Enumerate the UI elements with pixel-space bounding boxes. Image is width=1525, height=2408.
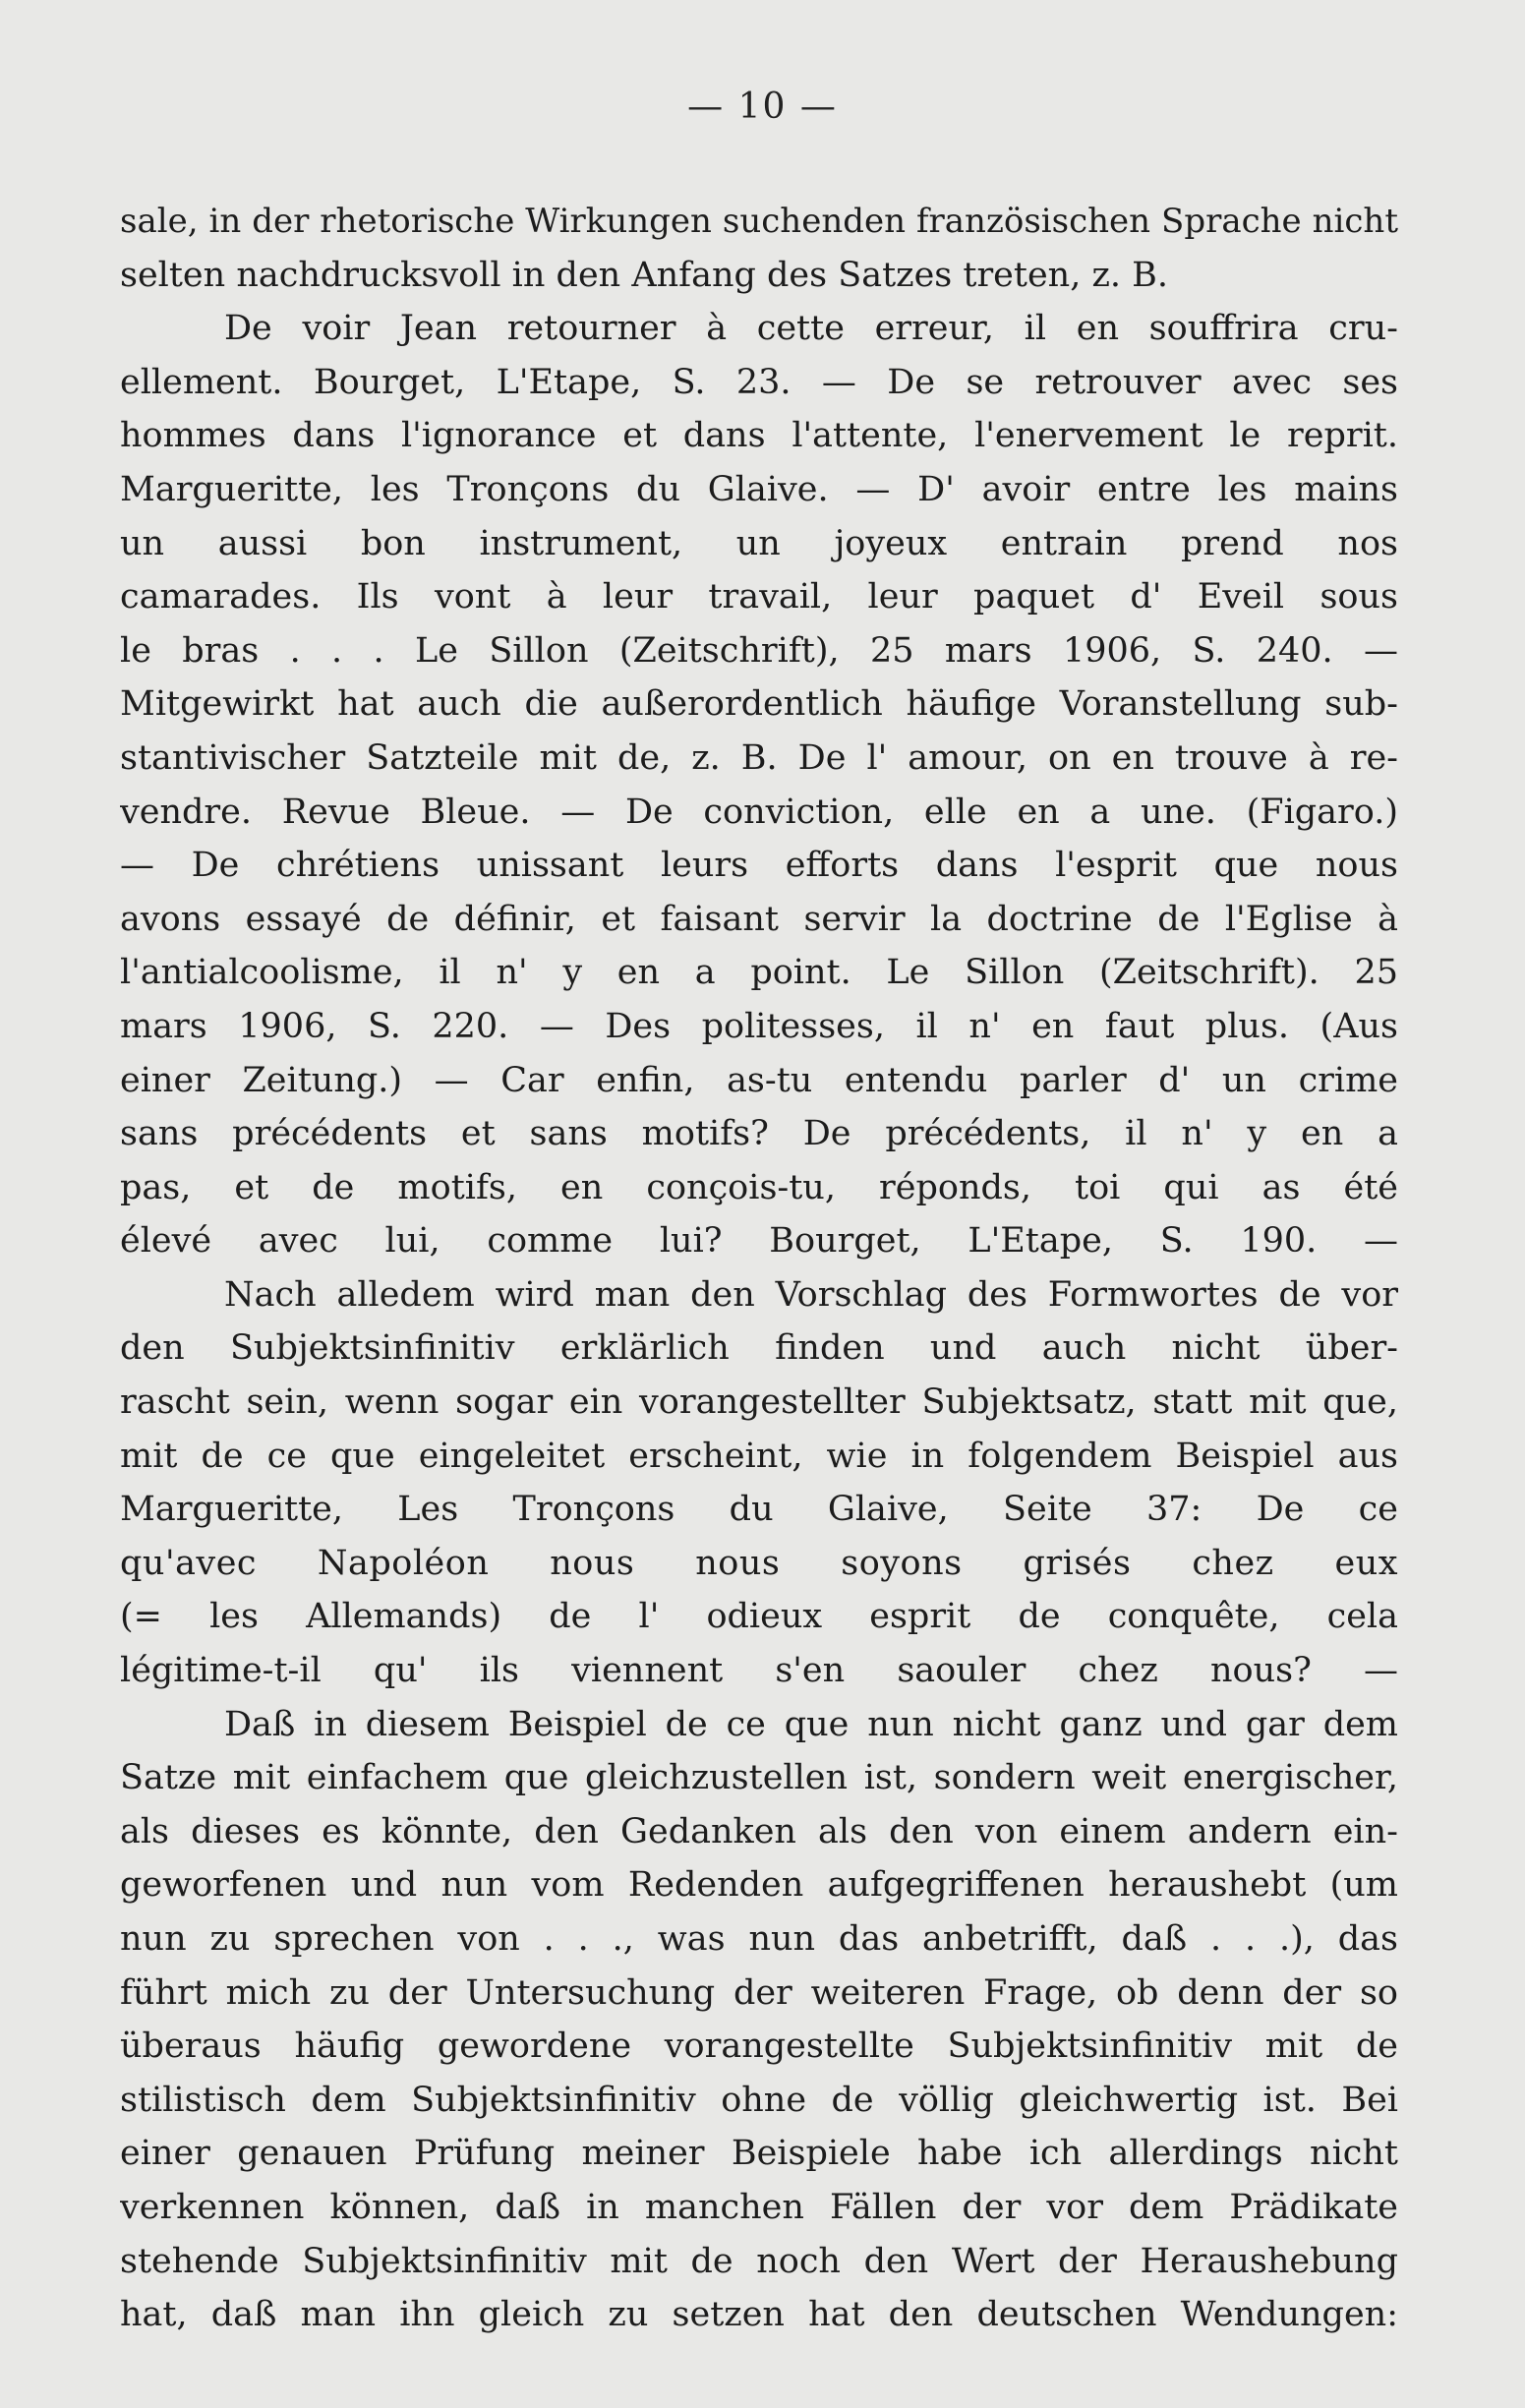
- text-line: hommes dans l'ignorance et dans l'attente, l'enervement le reprit.: [120, 416, 1398, 456]
- text-line: rascht sein, wenn sogar ein vorangestellter Subjektsatz, statt mit que,: [120, 1382, 1398, 1423]
- text-line: De voir Jean retourner à cette erreur, il en souffrira cru-: [224, 309, 1398, 349]
- text-line: den Subjektsinfinitiv erklärlich finden und auch nicht über-: [120, 1328, 1398, 1369]
- page-number: — 10 —: [687, 87, 838, 127]
- text-line: stehende Subjektsinfinitiv mit de noch den Wert der Heraushebung: [120, 2241, 1398, 2281]
- text-line: einer Zeitung.) — Car enfin, as-tu entendu parler d' un crime: [120, 1060, 1398, 1100]
- text-line: Satze mit einfachem que gleichzustellen ist, sondern weit energischer,: [120, 1758, 1398, 1798]
- text-line: élevé avec lui, comme lui? Bourget, L'Etape, S. 190. —: [120, 1221, 1398, 1262]
- text-line: le bras . . . Le Sillon (Zeitschrift), 25 mars 1906, S. 240. —: [120, 630, 1398, 671]
- text-line: stilistisch dem Subjektsinfinitiv ohne de völlig gleichwertig ist. Bei: [120, 2080, 1398, 2120]
- text-line: légitime-t-il qu' ils viennent s'en saouler chez nous? —: [120, 1651, 1398, 1691]
- text-line: avons essayé de définir, et faisant servir la doctrine de l'Eglise à: [120, 899, 1398, 939]
- text-line: — De chrétiens unissant leurs efforts dans l'esprit que nous: [120, 846, 1398, 886]
- text-line: vendre. Revue Bleue. — De conviction, elle en a une. (Figaro.): [120, 792, 1398, 832]
- text-line: sans précédents et sans motifs? De précédents, il n' y en a: [120, 1114, 1398, 1154]
- text-line: überaus häufig gewordene vorangestellte Subjektsinfinitiv mit de: [120, 2026, 1398, 2067]
- body-text: [120, 195, 1398, 2342]
- text-line: verkennen können, daß in manchen Fällen der vor dem Prädikate: [120, 2187, 1398, 2227]
- text-line: mit de ce que eingeleitet erscheint, wie in folgendem Beispiel aus: [120, 1436, 1398, 1476]
- text-line: l'antialcoolisme, il n' y en a point. Le Sillon (Zeitschrift). 25: [120, 953, 1398, 993]
- text-line: Nach alledem wird man den Vorschlag des Formwortes de vor: [224, 1274, 1398, 1315]
- text-line: qu'avec Napoléon nous nous soyons grisés chez eux: [120, 1543, 1398, 1583]
- text-line: mars 1906, S. 220. — Des politesses, il n' en faut plus. (Aus: [120, 1006, 1398, 1046]
- text-line: selten nachdrucksvoll in den Anfang des Satzes treten, z. B.: [120, 255, 1168, 295]
- text-line: Margueritte, Les Tronçons du Glaive, Seite 37: De ce: [120, 1490, 1398, 1530]
- text-line: Margueritte, les Tronçons du Glaive. — D' avoir entre les mains: [120, 469, 1398, 509]
- text-line: geworfenen und nun vom Redenden aufgegriffenen heraushebt (um: [120, 1865, 1398, 1906]
- text-line: als dieses es könnte, den Gedanken als den von einem andern ein-: [120, 1811, 1398, 1851]
- text-line: Daß in diesem Beispiel de ce que nun nicht ganz und gar dem: [224, 1704, 1398, 1744]
- text-line: Mitgewirkt hat auch die außerordentlich häufige Voranstellung sub-: [120, 684, 1398, 725]
- text-line: un aussi bon instrument, un joyeux entrain prend nos: [120, 523, 1398, 563]
- text-line: sale, in der rhetorische Wirkungen suchenden französischen Sprache nicht: [120, 202, 1398, 241]
- text-line: nun zu sprechen von . . ., was nun das anbetrifft, daß . . .), das: [120, 1919, 1398, 1959]
- text-line: camarades. Ils vont à leur travail, leur paquet d' Eveil sous: [120, 577, 1398, 617]
- text-line: (= les Allemands) de l' odieux esprit de conquête, cela: [120, 1597, 1398, 1637]
- text-line: einer genauen Prüfung meiner Beispiele habe ich allerdings nicht: [120, 2134, 1398, 2174]
- text-line: ellement. Bourget, L'Etape, S. 23. — De se retrouver avec ses: [120, 362, 1398, 402]
- text-line: führt mich zu der Untersuchung der weiteren Frage, ob denn der so: [120, 1972, 1398, 2013]
- text-line: stantivischer Satzteile mit de, z. B. De l' amour, on en trouve à re-: [120, 737, 1398, 778]
- text-line: pas, et de motifs, en conçois-tu, réponds, toi qui as été: [120, 1167, 1398, 1207]
- text-line: hat, daß man ihn gleich zu setzen hat den deutschen Wendungen:: [120, 2295, 1398, 2335]
